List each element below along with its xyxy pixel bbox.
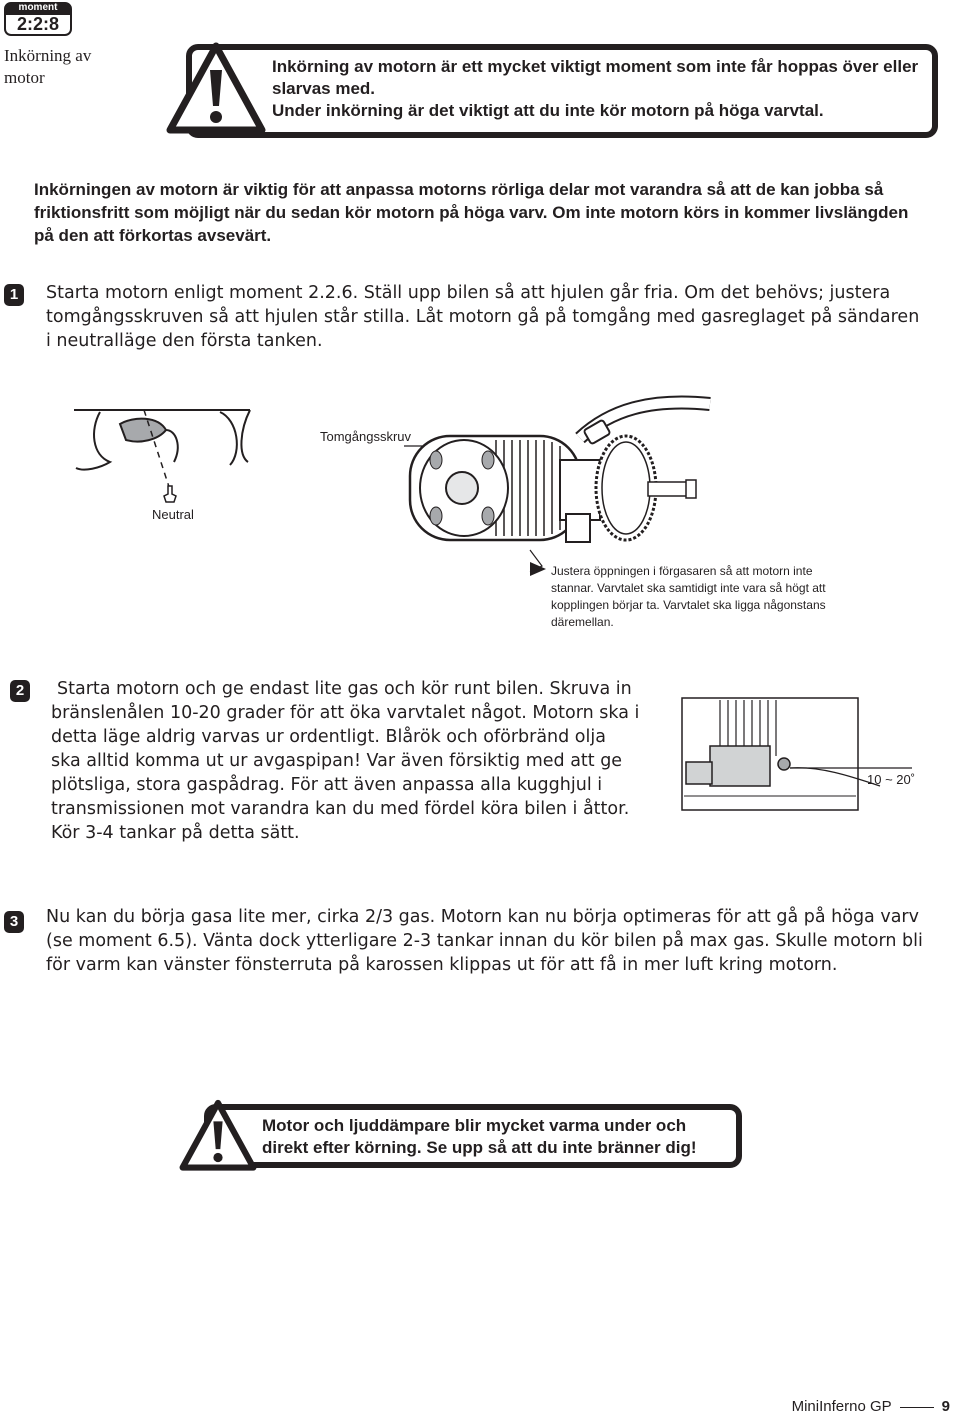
footer-rule bbox=[900, 1407, 934, 1408]
engine-illustration bbox=[400, 390, 720, 575]
page-number: 9 bbox=[941, 1398, 950, 1415]
product-name: MiniInferno GP bbox=[791, 1398, 892, 1415]
step-number-2: 2 bbox=[10, 680, 30, 702]
step-text-1: Starta motorn enligt moment 2.2.6. Ställ upp bilen så att hjulen går fria. Om det behövs; justera tomgångsskruven så att hjulen står stilla. Låt motorn gå på tomgång med gasreglaget på sändaren i neutralläge den första tanken. bbox=[46, 283, 920, 351]
warning-triangle-icon bbox=[178, 1096, 258, 1176]
idle-adjust-note: Justera öppningen i förgasaren så att motorn inte stannar. Varvtalet ska samtidigt inte vara så högt att kopplingen börjar ta. Varvtalet ska ligga någonstans däremellan. bbox=[551, 564, 826, 629]
step-text-2: Starta motorn och ge endast lite gas och kör runt bilen. Skruva in bränslenålen 10-20 grader för att öka varvtalet något. Motorn ska i detta läge aldrig varvas ur ordentligt. Blårök och oförbränd olja ska alltid komma ut ur avgaspipan! Var även försiktig med att ge plötsliga, stora gaspådrag. För att även anpassa alla kugghjul i transmissionen mot varandra kan du med fördel köra bilen i åttor. Kör 3-4 tankar på detta sätt. bbox=[51, 679, 640, 843]
moment-badge bbox=[4, 2, 72, 36]
warning-top-line2: Under inkörning är det viktigt att du inte kör motorn på höga varvtal. bbox=[272, 101, 824, 120]
step-number-3: 3 bbox=[4, 911, 24, 933]
arrow-right-icon bbox=[530, 562, 546, 576]
warning-triangle-icon bbox=[164, 40, 268, 138]
pointer-hand-icon bbox=[160, 484, 180, 504]
page-footer bbox=[792, 1398, 950, 1416]
step-text-3: Nu kan du börja gasa lite mer, cirka 2/3 gas. Motorn kan nu börja optimeras för att gå på höga varv (se moment 6.5). Vänta dock ytterligare 2-3 tankar innan du kör bilen på max gas. Skulle motorn bli för varm kan vänster fönsterruta på karossen klippas ut för att få in mer luft kring motorn. bbox=[46, 907, 923, 975]
needle-valve-illustration bbox=[680, 696, 920, 816]
warning-top-line1: Inkörning av motorn är ett mycket viktigt moment som inte får hoppas över eller slarvas med. bbox=[272, 57, 919, 98]
badge-number: 2:2:8 bbox=[16, 14, 60, 34]
intro-paragraph: Inkörningen av motorn är viktig för att anpassa motorns rörliga delar mot varandra så att de kan jobba så friktionsfritt som möjligt när du sedan kör motorn på höga varv. Om inte motorn körs in kommer livslängden på den att förkortas avsevärt. bbox=[34, 180, 909, 245]
idle-screw-label: Tomgångsskruv bbox=[320, 429, 412, 444]
badge-label: moment bbox=[18, 2, 58, 13]
warning-bottom-text: Motor och ljuddämpare blir mycket varma under och direkt efter körning. Se upp så att du inte bränner dig! bbox=[262, 1116, 697, 1157]
angle-label: 10 ~ 20˚ bbox=[867, 772, 916, 787]
section-title: Inkörning av motor bbox=[4, 46, 92, 87]
step-number-1: 1 bbox=[4, 284, 24, 306]
neutral-label: Neutral bbox=[152, 507, 194, 522]
